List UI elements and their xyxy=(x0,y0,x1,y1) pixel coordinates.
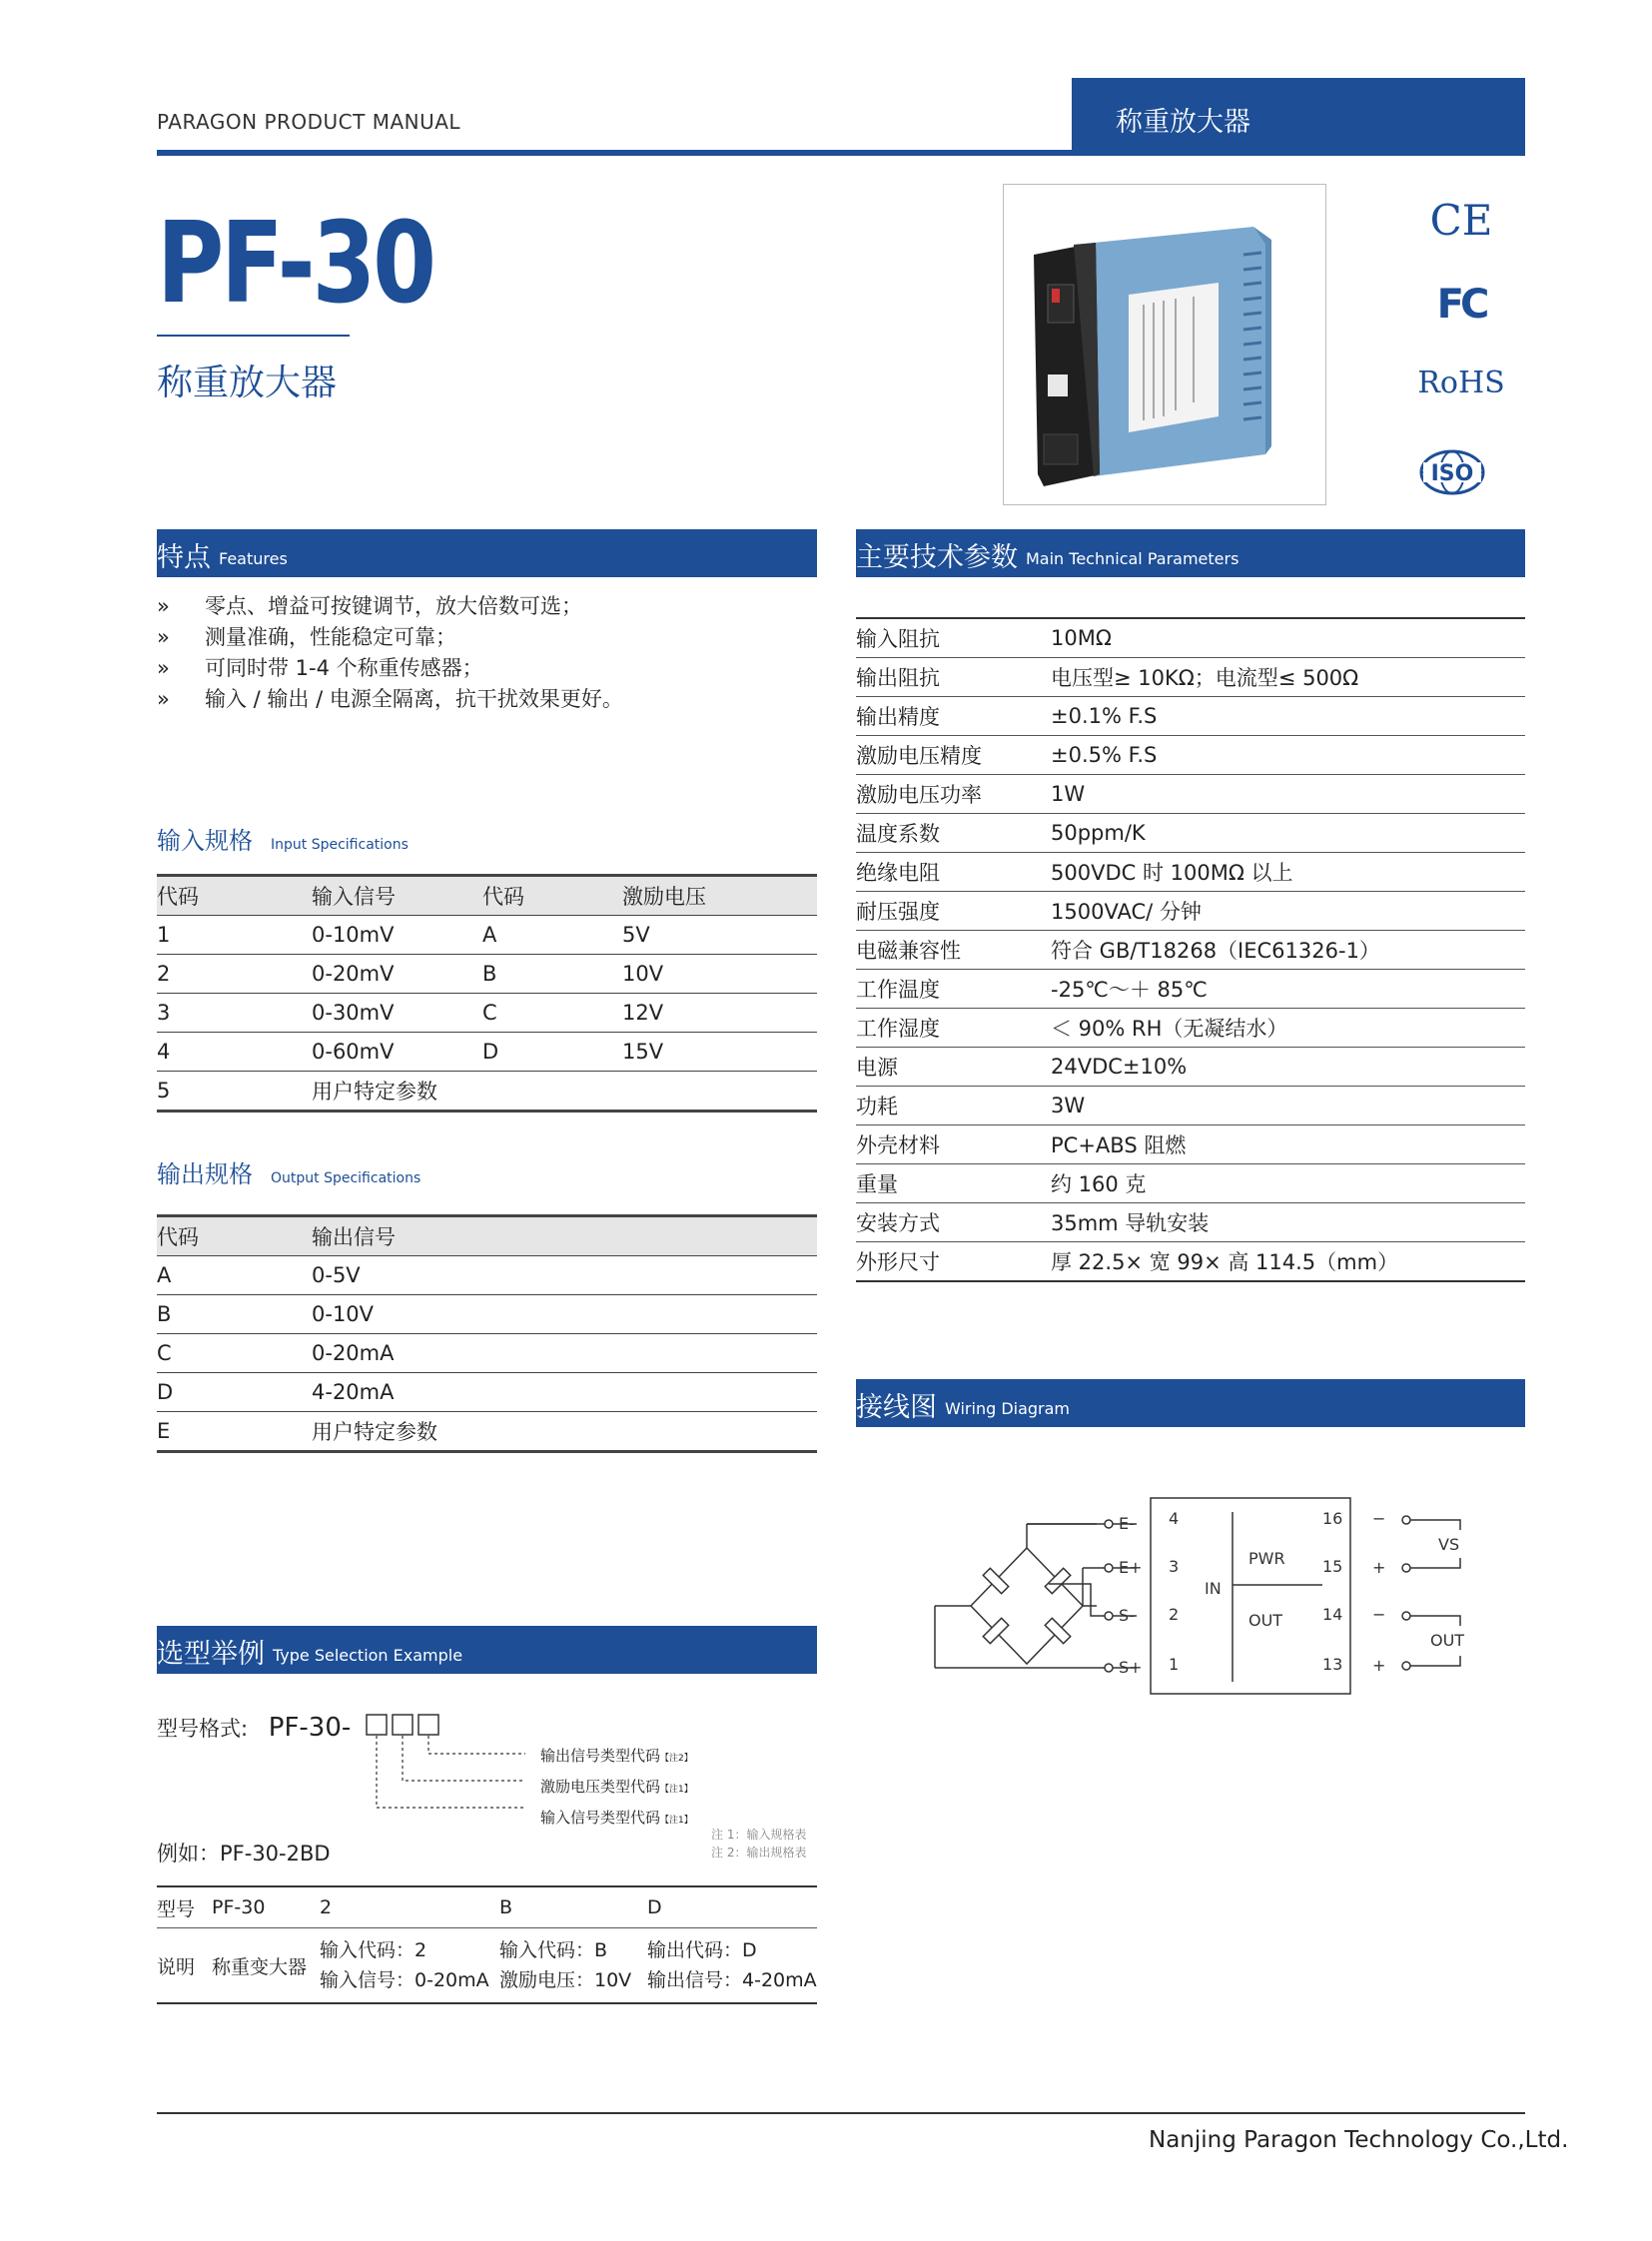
feature-item: » 零点、增益可按键调节，放大倍数可选； xyxy=(157,594,582,618)
table-header-row: 代码 输入信号 代码 激励电压 xyxy=(157,876,817,916)
table-row: C 0-20mA xyxy=(157,1334,817,1373)
param-row xyxy=(856,814,1525,853)
features-list xyxy=(157,591,816,715)
out-ext-label: OUT xyxy=(1430,1631,1465,1650)
param-row xyxy=(856,1009,1525,1048)
features-title-en: Features xyxy=(219,549,288,568)
param-row xyxy=(856,697,1525,736)
svg-text:−: − xyxy=(1372,1509,1386,1528)
param-name: 激励电压精度 xyxy=(856,736,1051,775)
param-name: 外壳材料 xyxy=(856,1125,1051,1164)
table-row: 2 0-20mV B 10V xyxy=(157,955,817,994)
in-label: IN xyxy=(1205,1579,1222,1598)
fcc-mark: FC xyxy=(1436,282,1486,328)
svg-text:1: 1 xyxy=(1169,1655,1180,1674)
param-name: 外形尺寸 xyxy=(856,1242,1051,1282)
selection-title-en: Type Selection Example xyxy=(273,1646,463,1665)
param-value: 10MΩ xyxy=(1051,618,1525,658)
format-label: 型号格式: xyxy=(157,1717,249,1741)
param-name: 输出精度 xyxy=(856,697,1051,736)
manual-label: PARAGON PRODUCT MANUAL xyxy=(157,110,461,134)
param-value: 符合 GB/T18268（IEC61326-1） xyxy=(1051,931,1525,970)
term-e-minus: E- xyxy=(1119,1514,1135,1533)
wiring-title-en: Wiring Diagram xyxy=(945,1399,1071,1418)
footer-rule xyxy=(157,2112,1525,2114)
param-name: 输入阻抗 xyxy=(856,618,1051,658)
out-label: OUT xyxy=(1248,1611,1283,1630)
param-row xyxy=(856,1203,1525,1242)
input-spec-table xyxy=(157,874,817,1113)
format-boxes xyxy=(366,1714,565,1824)
param-row xyxy=(856,892,1525,931)
svg-text:+: + xyxy=(1372,1656,1386,1675)
table-row: 5 用户特定参数 xyxy=(157,1072,817,1112)
table-row: 型号 PF-30 2 B D xyxy=(157,1886,817,1928)
param-name: 安装方式 xyxy=(856,1203,1051,1242)
iso-mark xyxy=(1419,449,1485,495)
selection-example-table xyxy=(157,1885,817,2004)
ce-mark: CE xyxy=(1429,196,1493,245)
table-row: E 用户特定参数 xyxy=(157,1412,817,1452)
param-value: 1500VAC/ 分钟 xyxy=(1051,892,1525,931)
legend-item: 输出信号类型代码【注2】 xyxy=(540,1747,693,1765)
format-line xyxy=(157,1713,351,1743)
notes: 注 1：输入规格表 注 2：输出规格表 xyxy=(711,1828,807,1860)
param-name: 耐压强度 xyxy=(856,892,1051,931)
table-row: D 4-20mA xyxy=(157,1373,817,1412)
format-prefix: PF-30- xyxy=(268,1713,352,1743)
output-spec-heading: 输出规格 Output Specifications xyxy=(157,1160,421,1188)
params-header xyxy=(856,529,1525,577)
svg-text:4: 4 xyxy=(1169,1509,1180,1528)
param-row xyxy=(856,1242,1525,1282)
feature-item: » 输入 / 输出 / 电源全隔离，抗干扰效果更好。 xyxy=(157,687,623,711)
pwr-label: PWR xyxy=(1248,1549,1285,1568)
param-name: 重量 xyxy=(856,1164,1051,1203)
param-value: 1W xyxy=(1051,775,1525,814)
param-name: 输出阻抗 xyxy=(856,658,1051,697)
param-value: 500VDC 时 100MΩ 以上 xyxy=(1051,853,1525,892)
table-header-row: 代码 输出信号 xyxy=(157,1216,817,1256)
legend-item: 激励电压类型代码【注1】 xyxy=(540,1778,693,1796)
table-row: B 0-10V xyxy=(157,1295,817,1334)
param-row xyxy=(856,1125,1525,1164)
model-title: PF-30 xyxy=(157,199,433,329)
svg-text:+: + xyxy=(1372,1558,1386,1577)
param-name: 温度系数 xyxy=(856,814,1051,853)
table-row: A 0-5V xyxy=(157,1256,817,1295)
param-value: 约 160 克 xyxy=(1051,1164,1525,1203)
selection-header xyxy=(157,1626,817,1674)
params-title: 主要技术参数 xyxy=(856,542,1018,573)
feature-item: » 测量准确，性能稳定可靠； xyxy=(157,625,456,649)
table-row: 说明 称重变大器 输入代码：2 输入信号：0-20mA 输入代码：B 激励电压：10V 输出代码：D 输出信号：4-20mA xyxy=(157,1928,817,2004)
svg-text:16: 16 xyxy=(1322,1509,1343,1528)
iso-text: ISO xyxy=(1430,461,1474,486)
param-row xyxy=(856,1087,1525,1125)
param-value: 35mm 导轨安装 xyxy=(1051,1203,1525,1242)
company-name: Nanjing Paragon Technology Co.,Ltd. xyxy=(1149,2127,1569,2153)
param-row xyxy=(856,931,1525,970)
wiring-diagram xyxy=(919,1488,1478,1708)
param-value: PC+ABS 阻燃 xyxy=(1051,1125,1525,1164)
term-s-plus: S+ xyxy=(1119,1658,1143,1677)
param-row xyxy=(856,736,1525,775)
product-name: 称重放大器 xyxy=(157,363,338,403)
param-value: 24VDC±10% xyxy=(1051,1048,1525,1087)
param-name: 电源 xyxy=(856,1048,1051,1087)
header-category-tab: 称重放大器 xyxy=(1072,78,1525,156)
title-rule xyxy=(157,335,350,337)
param-value: 3W xyxy=(1051,1087,1525,1125)
format-legend xyxy=(540,1742,693,1835)
param-row xyxy=(856,618,1525,658)
param-row xyxy=(856,1164,1525,1203)
product-photo xyxy=(1003,184,1326,505)
param-row xyxy=(856,853,1525,892)
param-row xyxy=(856,658,1525,697)
param-name: 工作温度 xyxy=(856,970,1051,1009)
params-title-en: Main Technical Parameters xyxy=(1026,549,1239,568)
vs-label: VS xyxy=(1438,1535,1460,1554)
svg-text:13: 13 xyxy=(1322,1655,1343,1674)
param-name: 功耗 xyxy=(856,1087,1051,1125)
param-value: ±0.5% F.S xyxy=(1051,736,1525,775)
param-row xyxy=(856,1048,1525,1087)
example-label: 例如：PF-30-2BD xyxy=(157,1842,331,1866)
param-value: 50ppm/K xyxy=(1051,814,1525,853)
svg-text:−: − xyxy=(1372,1605,1386,1624)
table-row: 3 0-30mV C 12V xyxy=(157,994,817,1033)
table-row: 1 0-10mV A 5V xyxy=(157,916,817,955)
param-value: 厚 22.5× 宽 99× 高 114.5（mm） xyxy=(1051,1242,1525,1282)
params-table xyxy=(856,617,1525,1282)
legend-item: 输入信号类型代码【注1】 xyxy=(540,1809,693,1827)
features-title: 特点 xyxy=(157,542,211,573)
output-spec-table xyxy=(157,1214,817,1453)
selection-title: 选型举例 xyxy=(157,1639,265,1670)
param-value: -25℃～＋ 85℃ xyxy=(1051,970,1525,1009)
svg-text:15: 15 xyxy=(1322,1557,1343,1576)
param-name: 电磁兼容性 xyxy=(856,931,1051,970)
feature-item: » 可同时带 1-4 个称重传感器； xyxy=(157,656,483,680)
param-row xyxy=(856,775,1525,814)
svg-text:3: 3 xyxy=(1169,1557,1180,1576)
svg-text:2: 2 xyxy=(1169,1605,1180,1624)
term-e-plus: E+ xyxy=(1119,1558,1143,1577)
param-value: ±0.1% F.S xyxy=(1051,697,1525,736)
param-value: 电压型≥ 10KΩ；电流型≤ 500Ω xyxy=(1051,658,1525,697)
features-header xyxy=(157,529,817,577)
param-row xyxy=(856,970,1525,1009)
input-spec-heading: 输入规格 Input Specifications xyxy=(157,827,409,855)
param-name: 激励电压功率 xyxy=(856,775,1051,814)
wiring-title: 接线图 xyxy=(856,1392,937,1423)
table-row: 4 0-60mV D 15V xyxy=(157,1033,817,1072)
rohs-mark: RoHS xyxy=(1417,366,1505,400)
param-name: 绝缘电阻 xyxy=(856,853,1051,892)
param-value: ＜ 90% RH（无凝结水） xyxy=(1051,1009,1525,1048)
param-name: 工作湿度 xyxy=(856,1009,1051,1048)
term-s-minus: S- xyxy=(1119,1606,1135,1625)
svg-text:14: 14 xyxy=(1322,1605,1343,1624)
wiring-header xyxy=(856,1379,1525,1427)
